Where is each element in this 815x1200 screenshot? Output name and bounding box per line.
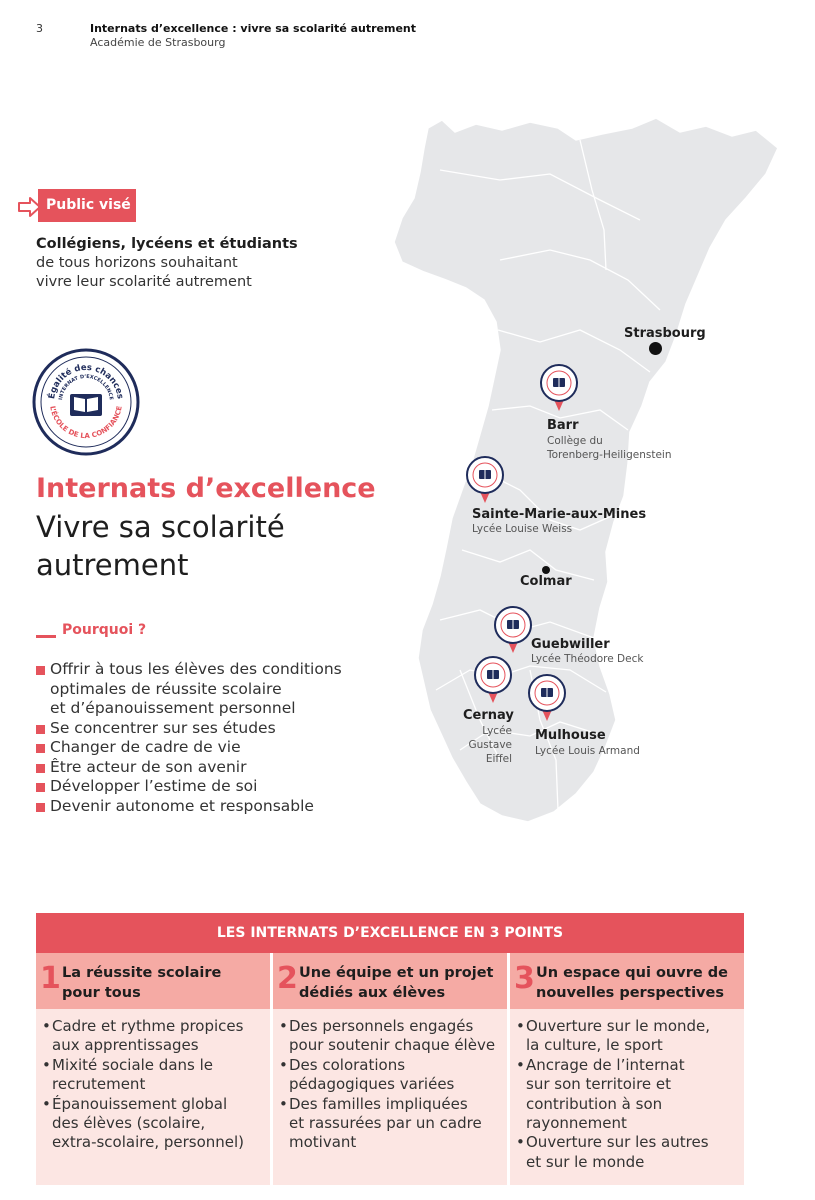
table-heading: LES INTERNATS D’EXCELLENCE EN 3 POINTS (36, 913, 744, 953)
site-school-guebwiller: Lycée Théodore Deck (531, 653, 644, 665)
point-body (510, 1009, 744, 1185)
site-city-barr: Barr (547, 418, 579, 433)
point-body (36, 1009, 270, 1185)
document-title: Internats d’excellence : vivre sa scolarité autrement (90, 22, 417, 35)
three-points-table (36, 913, 744, 1185)
point-column-3 (510, 953, 744, 1185)
public-audience: Collégiens, lycéens et étudiants (36, 236, 298, 252)
svg-text:L’ÉCOLE DE LA CONFIANCE: L’ÉCOLE DE LA CONFIANCE (48, 405, 124, 441)
bullet-square-icon (36, 666, 45, 675)
list-item: • Ouverture sur les autres et sur le monde (516, 1133, 740, 1172)
internat-pin-icon[interactable] (527, 673, 567, 729)
site-city-cernay: Cernay (463, 708, 514, 723)
bullet-square-icon (36, 725, 45, 734)
map-outline-icon (380, 110, 800, 890)
point-title: Une équipe et un projet dédiés aux élèves (299, 965, 494, 1001)
list-item: • Des colorations pédagogiques variées (279, 1056, 503, 1095)
point-number: 1 (40, 961, 61, 996)
list-item: • Des personnels engagés pour soutenir chaque élève (279, 1017, 503, 1056)
internat-seal-logo (32, 348, 140, 456)
public-description: de tous horizons souhaitant (36, 255, 238, 271)
list-item: optimales de réussite scolaire (50, 679, 282, 698)
section-rule (36, 635, 56, 638)
city-dot-colmar (542, 566, 550, 574)
site-school-mulhouse: Lycée Louis Armand (535, 745, 640, 757)
list-item: Changer de cadre de vie (36, 738, 376, 758)
bullet-square-icon (36, 744, 45, 753)
point-number: 2 (277, 961, 298, 996)
public-badge: Public visé (38, 189, 136, 222)
site-city-mulhouse: Mulhouse (535, 728, 606, 743)
page-number: 3 (36, 22, 43, 35)
list-item: et d’épanouissement personnel (50, 699, 296, 717)
city-label-strasbourg: Strasbourg (624, 326, 706, 341)
main-subheading: Vivre sa scolarité (36, 510, 285, 544)
list-item: • Épanouissement global des élèves (scolaire, extra-scolaire, personnel) (42, 1095, 266, 1153)
svg-text:Égalité des chances: Égalité des chances (47, 362, 125, 400)
bullet-square-icon (36, 803, 45, 812)
internat-pin-icon[interactable] (465, 455, 505, 511)
point-title: Un espace qui ouvre de nouvelles perspectives (536, 965, 728, 1001)
point-title: La réussite scolaire pour tous (62, 965, 222, 1001)
list-item: • Des familles impliquées et rassurées par un cadre motivant (279, 1095, 503, 1153)
internat-pin-icon[interactable] (473, 655, 513, 711)
svg-text:INTERNAT D’EXCELLENCE: INTERNAT D’EXCELLENCE (58, 373, 114, 401)
alsace-map (380, 110, 800, 890)
point-header (510, 953, 744, 1009)
list-item: Devenir autonome et responsable (36, 797, 376, 817)
list-item: • Ancrage de l’internat sur son territoire et contribution à son rayonnement (516, 1056, 740, 1134)
site-city-sainte-marie: Sainte-Marie-aux-Mines (472, 507, 647, 522)
main-heading: Internats d’excellence (36, 473, 376, 504)
internat-pin-icon[interactable] (493, 605, 533, 661)
site-school-barr: Collège du Torenberg-Heiligenstein (547, 435, 672, 461)
city-label-colmar: Colmar (520, 574, 572, 589)
point-body (273, 1009, 507, 1185)
bullet-square-icon (36, 783, 45, 792)
city-dot-strasbourg (649, 342, 662, 355)
document-subtitle: Académie de Strasbourg (90, 36, 226, 49)
list-item: • Ouverture sur le monde, la culture, le sport (516, 1017, 740, 1056)
list-item: Développer l’estime de soi (36, 777, 376, 797)
point-header (273, 953, 507, 1009)
list-item: Se concentrer sur ses études (36, 719, 376, 739)
why-list (36, 660, 376, 816)
site-city-guebwiller: Guebwiller (531, 637, 610, 652)
point-header (36, 953, 270, 1009)
list-item: Offrir à tous les élèves des conditions (36, 660, 376, 680)
site-school-cernay: Lycée Gustave Eiffel (468, 725, 512, 765)
internat-pin-icon[interactable] (539, 363, 579, 419)
site-school-sainte-marie: Lycée Louise Weiss (472, 523, 573, 535)
bullet-square-icon (36, 764, 45, 773)
public-description: vivre leur scolarité autrement (36, 274, 252, 290)
point-number: 3 (514, 961, 535, 996)
why-heading: Pourquoi ? (62, 622, 147, 638)
list-item: • Mixité sociale dans le recrutement (42, 1056, 266, 1095)
list-item: • Cadre et rythme propices aux apprentissages (42, 1017, 266, 1056)
main-subheading: autrement (36, 548, 189, 582)
point-column-2 (273, 953, 507, 1185)
point-column-1 (36, 953, 270, 1185)
list-item: Être acteur de son avenir (36, 758, 376, 778)
